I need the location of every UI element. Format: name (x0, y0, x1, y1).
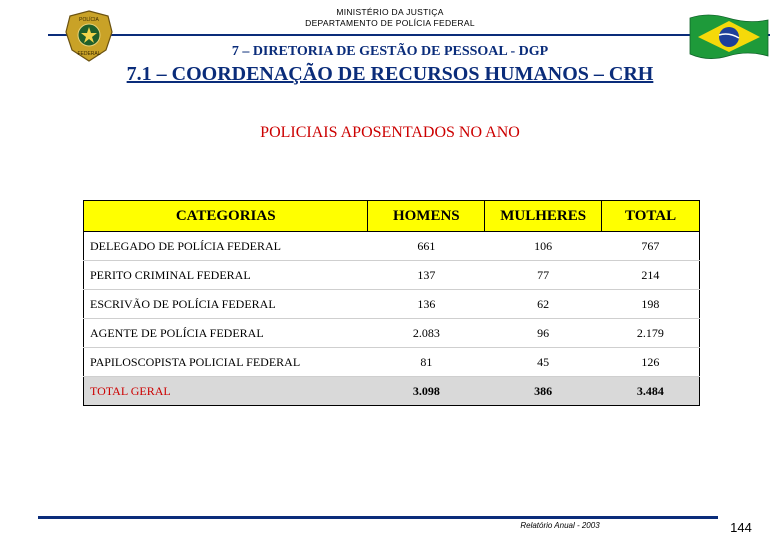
table-subtitle: POLICIAIS APOSENTADOS NO ANO (260, 124, 520, 141)
row-category: DELEGADO DE POLÍCIA FEDERAL (84, 232, 368, 261)
table-row (84, 319, 700, 348)
ministry-name: MINISTÉRIO DA JUSTIÇA (336, 7, 444, 17)
department-name: DEPARTAMENTO DE POLÍCIA FEDERAL (305, 18, 475, 28)
header-rule (48, 34, 770, 36)
row-men: 661 (368, 232, 485, 261)
row-men: 137 (368, 261, 485, 290)
col-header-categorias: CATEGORIAS (84, 201, 368, 232)
row-women: 106 (485, 232, 602, 261)
row-total: 2.179 (602, 319, 700, 348)
total-women: 386 (485, 377, 602, 406)
table-row (84, 261, 700, 290)
row-women: 45 (485, 348, 602, 377)
badge-text-bottom: FEDERAL (77, 51, 101, 57)
total-label: TOTAL GERAL (84, 377, 368, 406)
total-all: 3.484 (602, 377, 700, 406)
col-header-homens: HOMENS (368, 201, 485, 232)
row-women: 62 (485, 290, 602, 319)
row-women: 77 (485, 261, 602, 290)
row-total: 198 (602, 290, 700, 319)
retired-police-table (83, 200, 700, 406)
table-row (84, 232, 700, 261)
table-row (84, 290, 700, 319)
col-header-mulheres: MULHERES (485, 201, 602, 232)
directorate-title: 7 – DIRETORIA DE GESTÃO DE PESSOAL - DGP (231, 44, 549, 59)
row-category: PERITO CRIMINAL FEDERAL (84, 261, 368, 290)
row-category: ESCRIVÃO DE POLÍCIA FEDERAL (84, 290, 368, 319)
row-men: 2.083 (368, 319, 485, 348)
row-total: 767 (602, 232, 700, 261)
row-women: 96 (485, 319, 602, 348)
report-label: Relatório Anual - 2003 (520, 521, 600, 530)
table-row (84, 348, 700, 377)
ministry-heading (0, 7, 780, 29)
total-men: 3.098 (368, 377, 485, 406)
row-men: 136 (368, 290, 485, 319)
coordination-title: 7.1 – COORDENAÇÃO DE RECURSOS HUMANOS – CRH (126, 63, 654, 85)
row-category: AGENTE DE POLÍCIA FEDERAL (84, 319, 368, 348)
row-total: 126 (602, 348, 700, 377)
badge-text-top: POLÍCIA (79, 17, 99, 23)
row-category: PAPILOSCOPISTA POLICIAL FEDERAL (84, 348, 368, 377)
total-row (84, 377, 700, 406)
table-header-row (84, 201, 700, 232)
page-number: 144 (730, 520, 752, 535)
row-men: 81 (368, 348, 485, 377)
row-total: 214 (602, 261, 700, 290)
col-header-total: TOTAL (602, 201, 700, 232)
footer-rule (38, 516, 718, 519)
